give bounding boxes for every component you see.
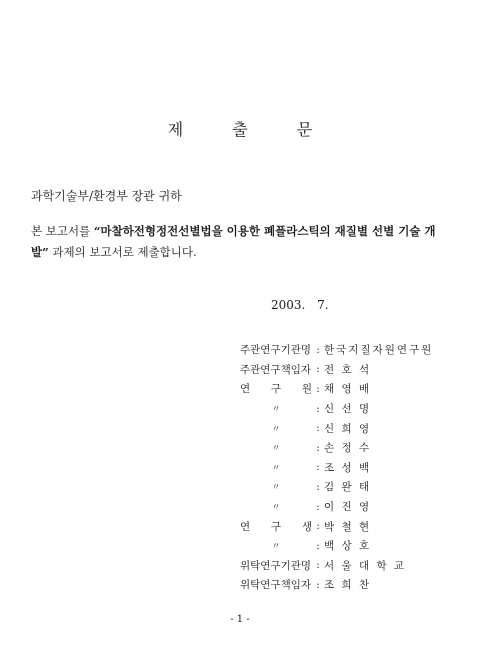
staff-separator: :	[316, 461, 320, 474]
staff-row	[240, 575, 433, 595]
staff-role-ditto: 〃	[271, 444, 281, 455]
staff-separator: :	[316, 382, 320, 395]
staff-row	[240, 516, 433, 536]
staff-role-ditto: 〃	[271, 483, 281, 494]
staff-role: 위탁연구책임자	[240, 579, 312, 592]
staff-name: 조 성 백	[324, 461, 372, 474]
staff-role-ditto: 〃	[271, 503, 281, 514]
staff-name: 신 희 영	[324, 422, 372, 435]
staff-role-ditto: 〃	[271, 424, 281, 435]
staff-name: 채 영 배	[324, 383, 372, 396]
staff-name: 조 희 찬	[324, 579, 372, 592]
staff-name: 신 선 명	[324, 403, 372, 416]
page-number: - 1 -	[230, 614, 250, 625]
staff-row	[240, 418, 433, 438]
staff-role: 연 구 원	[240, 383, 312, 396]
staff-name: 백 상 호	[324, 540, 372, 553]
staff-name: 이 진 영	[324, 501, 372, 514]
staff-row	[240, 438, 433, 458]
staff-separator: :	[316, 578, 320, 591]
staff-separator: :	[316, 520, 320, 533]
staff-role: 연 구 생	[240, 520, 312, 533]
staff-row	[240, 458, 433, 478]
staff-row	[240, 497, 433, 517]
staff-name: 박 철 현	[324, 520, 372, 533]
staff-separator: :	[316, 402, 320, 415]
staff-row	[240, 399, 433, 419]
staff-row	[240, 340, 433, 360]
staff-row	[240, 477, 433, 497]
staff-role: 위탁연구기관명	[240, 559, 312, 572]
statement-suffix: 과제의 보고서로 제출합니다.	[48, 245, 197, 259]
staff-separator: :	[316, 500, 320, 513]
staff-role-ditto: 〃	[271, 542, 281, 553]
staff-name: 손 정 수	[324, 442, 372, 455]
research-staff-list	[240, 340, 433, 595]
staff-role: 주관연구책임자	[240, 363, 312, 376]
submission-statement	[31, 221, 451, 263]
staff-name: 전 호 석	[324, 363, 372, 376]
recipient-line: 과학기술부/환경부 장관 귀하	[31, 189, 182, 203]
staff-role-ditto: 〃	[271, 463, 281, 474]
staff-role-ditto: 〃	[271, 405, 281, 416]
staff-separator: :	[316, 422, 320, 435]
staff-separator: :	[316, 343, 320, 356]
staff-separator: :	[316, 480, 320, 493]
staff-row	[240, 360, 433, 380]
staff-separator: :	[316, 559, 320, 572]
staff-role: 주관연구기관명	[240, 344, 312, 357]
staff-separator: :	[316, 539, 320, 552]
submission-date: 2003. 7.	[271, 298, 329, 312]
staff-row	[240, 536, 433, 556]
staff-separator: :	[316, 441, 320, 454]
staff-name: 한국지질자원연구원	[324, 344, 434, 357]
statement-prefix: 본 보고서를	[31, 224, 94, 238]
staff-name: 서 울 대 학 교	[324, 559, 407, 572]
staff-name: 김 완 태	[324, 481, 372, 494]
staff-separator: :	[316, 363, 320, 376]
document-title: 제 출 문	[167, 120, 335, 139]
staff-row	[240, 379, 433, 399]
staff-row	[240, 556, 433, 576]
project-title: “마찰하전형정전선별법을 이용한 폐플라스틱의 재질별 선별 기술 개발”	[31, 224, 436, 259]
